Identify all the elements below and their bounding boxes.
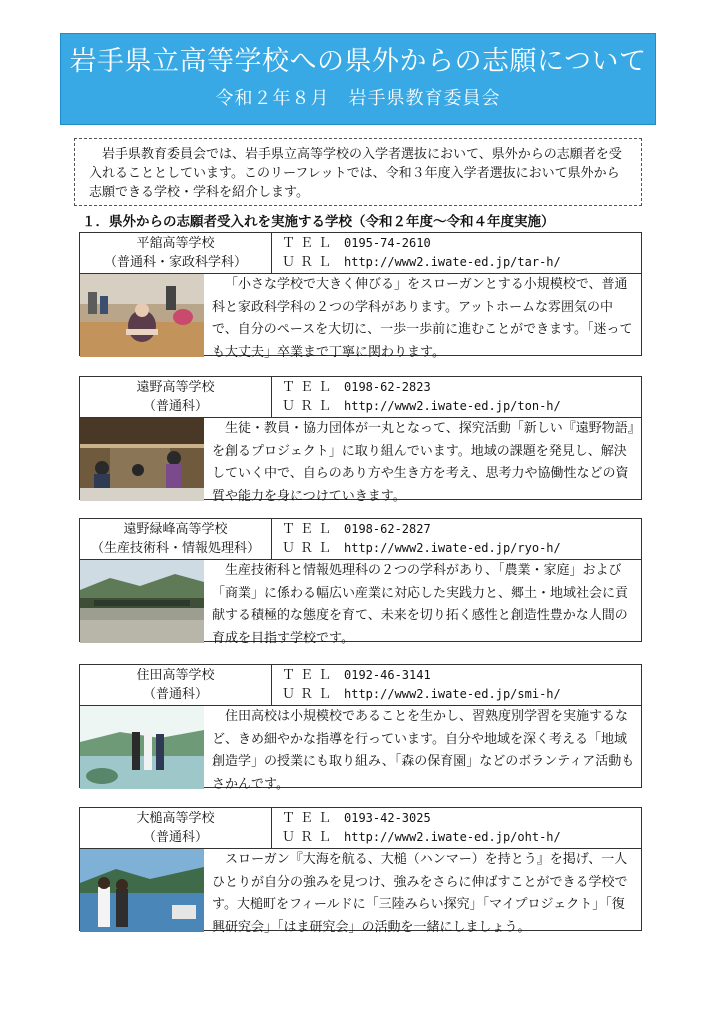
tel-value: 0192-46-3141 [344,668,431,682]
school-description: 住田高校は小規模校であることを生かし、習熟度別学習を実施するなど、きめ細やかな指導を行っています。自分や地域を深く考える「地域創造学」の授業にも取り組み、「森の保育園」などのボランティア活動もさかんです。 [212,709,635,792]
page-title: 岩手県立高等学校への県外からの志願について [69,46,647,77]
school-name-cell [80,233,272,273]
intro-text: 岩手県教育委員会では、岩手県立高等学校の入学者選抜において、県外からの志願者を受入れることとしています。このリーフレットでは、令和３年度入学者選抜において県外から志願できる学校・学科を紹介します。 [89,147,622,200]
school-photo [80,706,204,789]
tel-value: 0193-42-3025 [344,811,431,825]
url-link[interactable]: http://www2.iwate-ed.jp/tar-h/ [344,255,561,269]
school-contact-cell [272,233,641,273]
school-dept: （普通科） [142,687,208,702]
school-photo [80,849,204,932]
school-dept: （生産技術科・情報処理科） [90,541,260,556]
school-contact-cell [272,377,641,417]
school-dept: （普通科） [142,399,208,414]
intro-box [74,138,642,206]
school-contact-cell [272,519,641,559]
school-dept: （普通科） [142,830,208,845]
url-link[interactable]: http://www2.iwate-ed.jp/smi-h/ [344,687,561,701]
page-subtitle: 令和２年８月 岩手県教育委員会 [215,88,501,109]
tel-label: ＴＥＬ [282,522,337,537]
school-description: 生産技術科と情報処理科の２つの学科があり、「農業・家庭」および「商業」に係わる幅広い産業に対応した実践力と、郷土・地域社会に貢献する積極的な態度を育て、未来を切り拓く感性と創造性豊かな人間の育成を目指す学校です。 [212,563,629,646]
url-link[interactable]: http://www2.iwate-ed.jp/ryo-h/ [344,541,561,555]
school-name: 平舘高等学校 [136,236,215,251]
school-card-ton [79,376,642,504]
tel-label: ＴＥＬ [282,380,337,395]
school-description: スローガン『大海を航る、大槌（ハンマー）を持とう』を掲げ、一人ひとりが自分の強みを見つけ、強みをさらに伸ばすことができる学校です。大槌町をフィールドに「三陸みらい探究」「マイプロジェクト」「復興研究会」「はま研究会」の活動を一緒にしましょう。 [212,852,628,935]
school-dept: （普通科・家政科学科） [103,255,247,270]
url-label: ＵＲＬ [282,830,337,845]
tel-label: ＴＥＬ [282,811,337,826]
tel-label: ＴＥＬ [282,236,337,251]
school-name: 遠野緑峰高等学校 [123,522,228,537]
school-description: 生徒・教員・協力団体が一丸となって、探究活動「新しい『遠野物語』を創るプロジェクト」に取り組んでいます。地域の課題を発見し、解決していく中で、自らのあり方や生き方を考え、思考力や協働性などの資質や能力を身につけていきます。 [212,421,635,504]
school-name-cell [80,808,272,848]
tel-label: ＴＥＬ [282,668,337,683]
school-card-tar [79,232,642,360]
school-contact-cell [272,665,641,705]
section-heading: １．県外からの志願者受入れを実施する学校（令和２年度〜令和４年度実施） [82,214,555,230]
school-photo [80,560,204,643]
url-label: ＵＲＬ [282,399,337,414]
school-name-cell [80,519,272,559]
url-label: ＵＲＬ [282,255,337,270]
school-card-oht [79,807,642,935]
school-card-ryo [79,518,642,646]
url-link[interactable]: http://www2.iwate-ed.jp/ton-h/ [344,399,561,413]
school-description: 「小さな学校で大きく伸びる」をスローガンとする小規模校で、普通科と家政科学科の２つの学科があります。アットホームな雰囲気の中で、自分のペースを大切に、一歩一歩前に進むことができます。「迷っても大丈夫」卒業まで丁寧に関わります。 [212,277,633,360]
url-link[interactable]: http://www2.iwate-ed.jp/oht-h/ [344,830,561,844]
school-card-smi [79,664,642,792]
school-name: 大槌高等学校 [136,811,215,826]
school-name: 遠野高等学校 [136,380,215,395]
school-photo [80,418,204,501]
tel-value: 0198-62-2823 [344,380,431,394]
url-label: ＵＲＬ [282,541,337,556]
school-contact-cell [272,808,641,848]
school-photo [80,274,204,357]
page-header [60,33,656,125]
tel-value: 0198-62-2827 [344,522,431,536]
school-name-cell [80,377,272,417]
school-name: 住田高等学校 [136,668,215,683]
url-label: ＵＲＬ [282,687,337,702]
school-name-cell [80,665,272,705]
tel-value: 0195-74-2610 [344,236,431,250]
